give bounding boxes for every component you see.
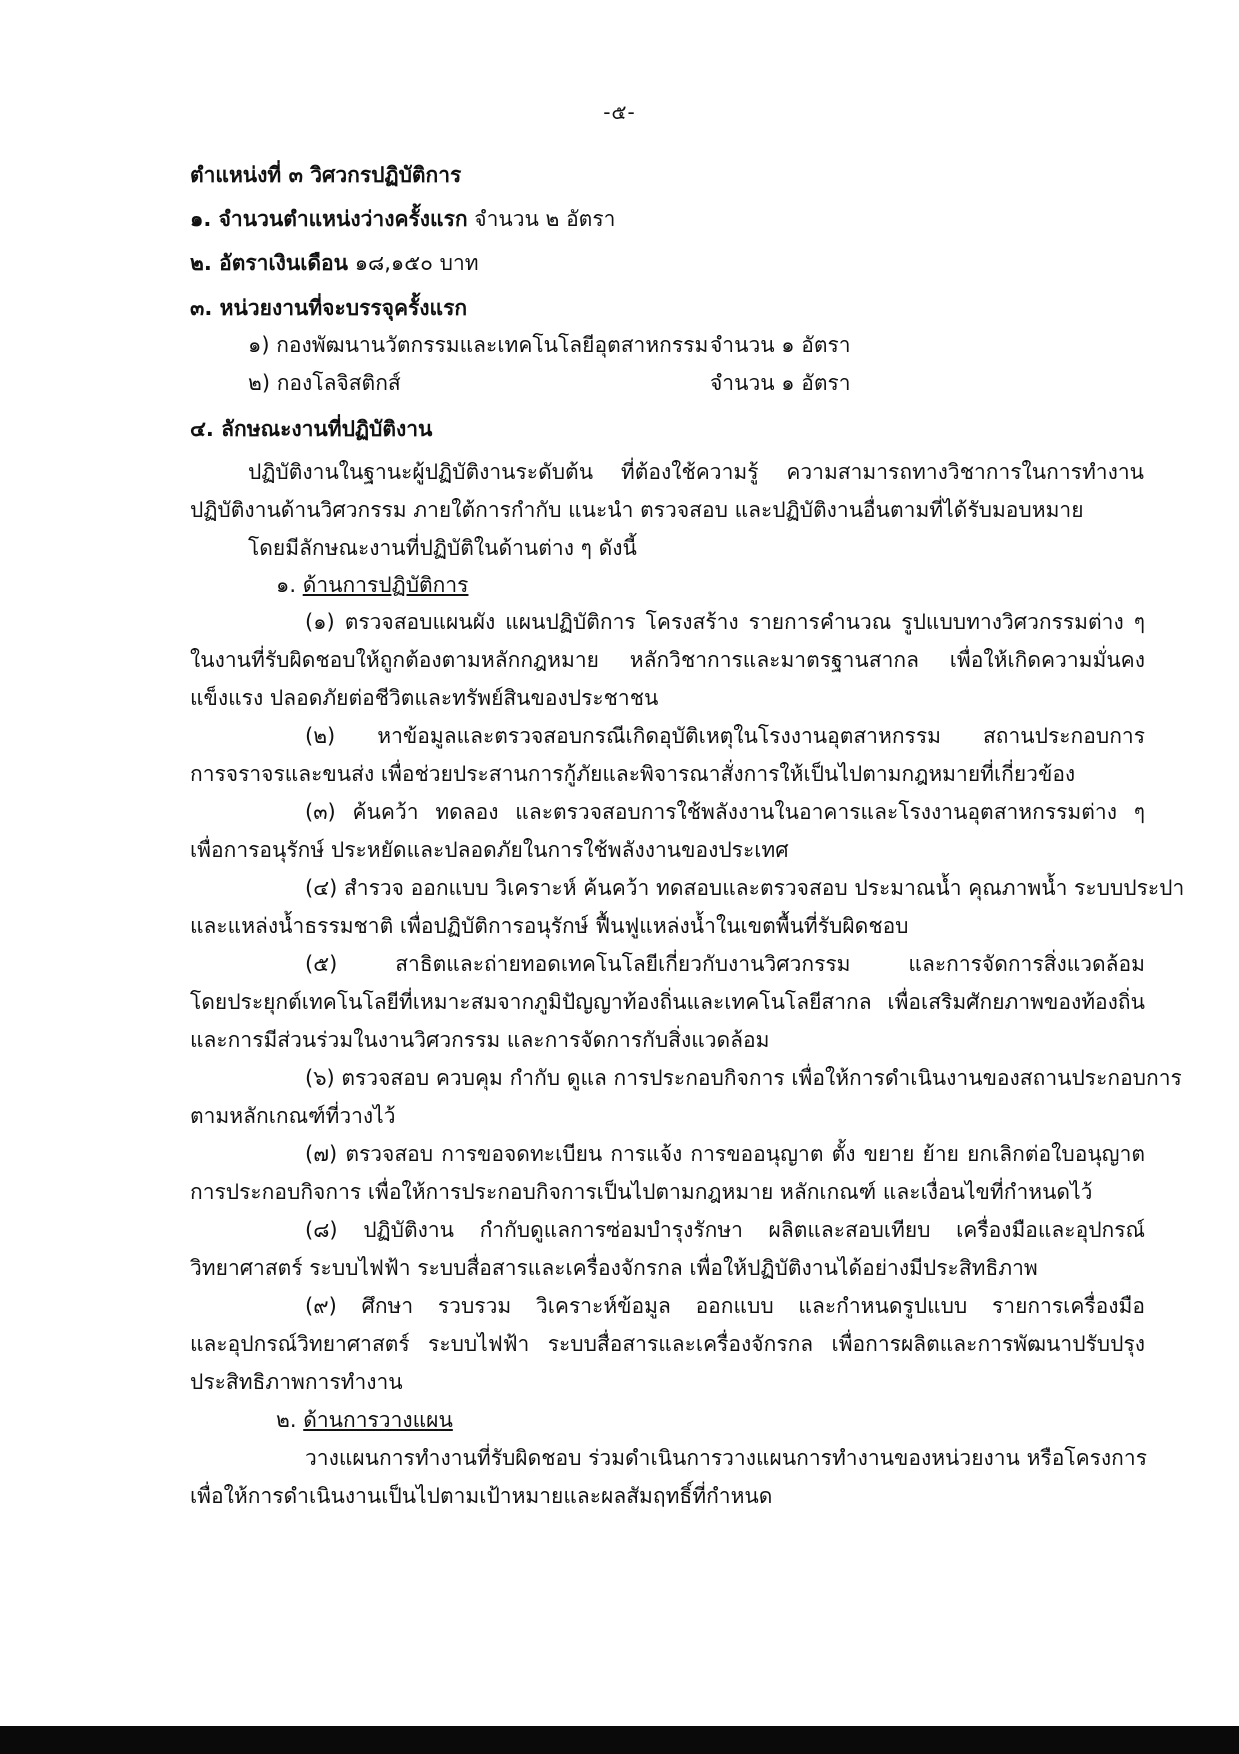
task-line: (๕) สาธิตและถ่ายทอดเทคโนโลยีเกี่ยวกับงานวิศวกรรม และการจัดการสิ่งแวดล้อม — [305, 952, 1145, 976]
units-heading: ๓. หน่วยงานที่จะบรรจุครั้งแรก — [190, 296, 468, 320]
task-line: (๙) ศึกษา รวบรวม วิเคราะห์ข้อมูล ออกแบบ และกำหนดรูปแบบ รายการเครื่องมือ — [305, 1294, 1145, 1318]
task-line: (๔) สำรวจ ออกแบบ วิเคราะห์ ค้นคว้า ทดสอบและตรวจสอบ ประมาณน้ำ คุณภาพน้ำ ระบบประปา — [305, 876, 1185, 900]
section-heading-planning — [276, 1405, 453, 1435]
task-line: (๘) ปฏิบัติงาน กำกับดูแลการซ่อมบำรุงรักษา ผลิตและสอบเทียบ เครื่องมือและอุปกรณ์ — [305, 1218, 1145, 1242]
salary-value: ๑๘,๑๕๐ บาท — [354, 251, 479, 275]
task-line: แข็งแรง ปลอดภัยต่อชีวิตและทรัพย์สินของประชาชน — [190, 686, 659, 710]
intro-line: ปฏิบัติงานในฐานะผู้ปฏิบัติงานระดับต้น ที่ต้องใช้ความรู้ ความสามารถทางวิชาการในการทำงาน — [248, 460, 1144, 484]
task-line: (๗) ตรวจสอบ การขอจดทะเบียน การแจ้ง การขออนุญาต ตั้ง ขยาย ย้าย ยกเลิกต่อใบอนุญาต — [305, 1142, 1145, 1166]
unit-count: จำนวน ๑ อัตรา — [710, 333, 851, 357]
intro-line: โดยมีลักษณะงานที่ปฏิบัติในด้านต่าง ๆ ดังนี้ — [248, 536, 637, 560]
task-line: และการมีส่วนร่วมในงานวิศวกรรม และการจัดการกับสิ่งแวดล้อม — [190, 1028, 770, 1052]
planning-line: เพื่อให้การดำเนินงานเป็นไปตามเป้าหมายและผลสัมฤทธิ์ที่กำหนด — [190, 1484, 773, 1508]
task-line: และแหล่งน้ำธรรมชาติ เพื่อปฏิบัติการอนุรักษ์ ฟื้นฟูแหล่งน้ำในเขตพื้นที่รับผิดชอบ — [190, 914, 909, 938]
unit-count: จำนวน ๑ อัตรา — [710, 371, 851, 395]
task-line: (๖) ตรวจสอบ ควบคุม กำกับ ดูแล การประกอบกิจการ เพื่อให้การดำเนินงานของสถานประกอบการ — [305, 1066, 1182, 1090]
position-title: ตำแหน่งที่ ๓ วิศวกรปฏิบัติการ — [190, 163, 462, 187]
task-line: โดยประยุกต์เทคโนโลยีที่เหมาะสมจากภูมิปัญญาท้องถิ่นและเทคโนโลยีสากล เพื่อเสริมศักยภาพของท้องถิ่น — [190, 990, 1145, 1014]
section-title: ด้านการปฏิบัติการ — [302, 573, 469, 597]
section-title: ด้านการวางแผน — [303, 1408, 453, 1432]
task-line: วิทยาศาสตร์ ระบบไฟฟ้า ระบบสื่อสารและเครื่องจักรกล เพื่อให้ปฏิบัติงานได้อย่างมีประสิทธิภาพ — [190, 1256, 1038, 1280]
intro-line: ปฏิบัติงานด้านวิศวกรรม ภายใต้การกำกับ แนะนำ ตรวจสอบ และปฏิบัติงานอื่นตามที่ได้รับมอบหมาย — [190, 498, 1084, 522]
salary — [190, 248, 479, 278]
section-number: ๒. — [276, 1408, 297, 1432]
task-line: (๒) หาข้อมูลและตรวจสอบกรณีเกิดอุบัติเหตุในโรงงานอุตสาหกรรม สถานประกอบการ — [305, 724, 1145, 748]
task-line: (๓) ค้นคว้า ทดลอง และตรวจสอบการใช้พลังงานในอาคารและโรงงานอุตสาหกรรมต่าง ๆ — [305, 800, 1145, 824]
task-line: (๑) ตรวจสอบแผนผัง แผนปฏิบัติการ โครงสร้าง รายการคำนวณ รูปแบบทางวิศวกรรมต่าง ๆ — [305, 610, 1145, 634]
task-line: ประสิทธิภาพการทำงาน — [190, 1370, 403, 1394]
task-line: และอุปกรณ์วิทยาศาสตร์ ระบบไฟฟ้า ระบบสื่อสารและเครื่องจักรกล เพื่อการผลิตและการพัฒนาปรับปรุง — [190, 1332, 1145, 1356]
vacancy-count-label: ๑. จำนวนตำแหน่งว่างครั้งแรก — [190, 207, 468, 231]
task-line: ตามหลักเกณฑ์ที่วางไว้ — [190, 1104, 396, 1128]
section-number: ๑. — [276, 573, 297, 597]
vacancy-count — [190, 204, 615, 234]
unit-name: ๒) กองโลจิสติกส์ — [248, 371, 401, 395]
task-line: ในงานที่รับผิดชอบให้ถูกต้องตามหลักกฎหมาย หลักวิชาการและมาตรฐานสากล เพื่อให้เกิดความมั่นคง — [190, 648, 1145, 672]
vacancy-count-value: จำนวน ๒ อัตรา — [474, 207, 616, 231]
planning-line: วางแผนการทำงานที่รับผิดชอบ ร่วมดำเนินการวางแผนการทำงานของหน่วยงาน หรือโครงการ — [305, 1446, 1147, 1470]
salary-label: ๒. อัตราเงินเดือน — [190, 251, 349, 275]
scan-edge-bar — [0, 1726, 1239, 1754]
job-description-heading: ๔. ลักษณะงานที่ปฏิบัติงาน — [190, 417, 433, 441]
task-line: การประกอบกิจการ เพื่อให้การประกอบกิจการเป็นไปตามกฎหมาย หลักเกณฑ์ และเงื่อนไขที่กำหนดไว้ — [190, 1180, 1093, 1204]
task-line: การจราจรและขนส่ง เพื่อช่วยประสานการกู้ภัยและพิจารณาสั่งการให้เป็นไปตามกฎหมายที่เกี่ยวข้อง — [190, 762, 1076, 786]
page-number: -๕- — [603, 100, 636, 124]
section-heading-operations — [276, 570, 468, 600]
unit-name: ๑) กองพัฒนานวัตกรรมและเทคโนโลยีอุตสาหกรรม — [248, 333, 709, 357]
task-line: เพื่อการอนุรักษ์ ประหยัดและปลอดภัยในการใช้พลังงานของประเทศ — [190, 838, 789, 862]
